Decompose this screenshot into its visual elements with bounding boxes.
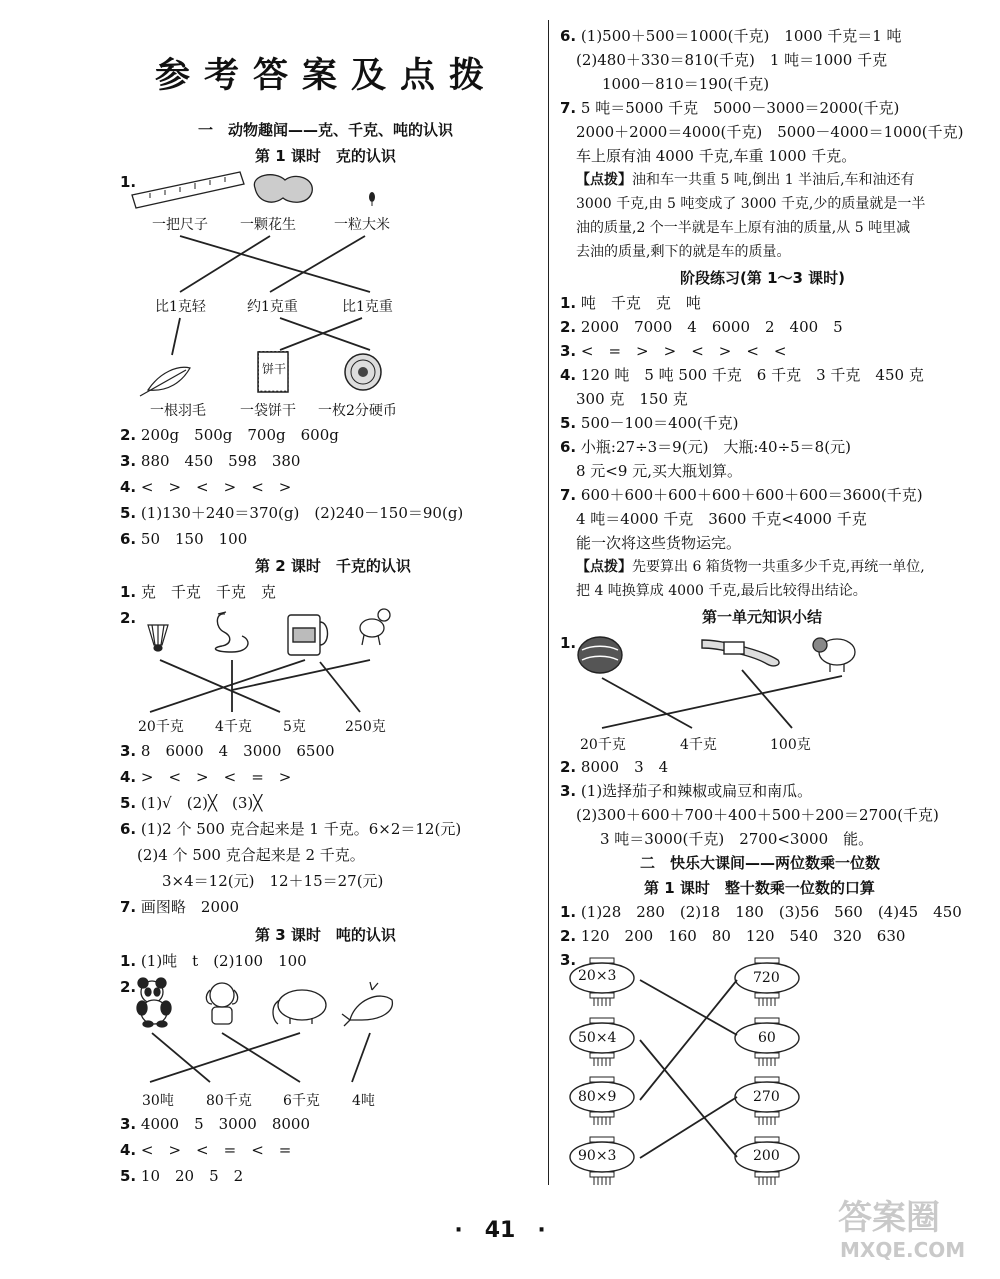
tip1-line2: 3000 千克,由 5 吨变成了 3000 千克,少的质量就是一半 xyxy=(576,196,926,212)
r-answer-6: 6. (1)500＋500＝1000(千克) 1000 千克＝1 吨 xyxy=(560,27,902,45)
u2-q3-number: 3. xyxy=(560,951,577,969)
r-answer-6-part2: (2)480＋330＝810(千克) 1 吨＝1000 千克 xyxy=(576,51,888,69)
l1-answer-4: 4. < > < > < > xyxy=(120,478,292,496)
lesson3-title: 第 3 课时 吨的认识 xyxy=(255,926,396,944)
l1-q1-top-1: 一把尺子 xyxy=(152,217,208,233)
l1-answer-6: 6. 50 150 100 xyxy=(120,530,248,548)
r-answer-7-line2: 2000＋2000＝4000(千克) 5000－4000＝1000(千克) xyxy=(576,123,964,141)
elephant-icon xyxy=(273,990,326,1024)
r-answer-7-line3: 车上原有油 4000 千克,车重 1000 千克。 xyxy=(576,147,857,165)
l2-answer-5: 5. (1)√ (2)╳ (3)╳ xyxy=(120,794,263,812)
r-answer-7: 7. 5 吨＝5000 千克 5000－3000＝2000(千克) xyxy=(560,99,900,117)
l1-q1-bottom-3: 一枚2分硬币 xyxy=(318,403,397,419)
l2-q2-label-3: 5克 xyxy=(283,719,306,735)
l3-answer-1: 1. (1)吨 t (2)100 100 xyxy=(120,952,307,970)
watermark-logo: 答案圈 xyxy=(838,1198,940,1238)
l3-answer-5: 5. 10 20 5 2 xyxy=(120,1167,244,1185)
l3-answer-4: 4. < > < = < = xyxy=(120,1141,292,1159)
column-divider xyxy=(548,20,549,1185)
unit1-title: 一 动物趣闻——克、千克、吨的认识 xyxy=(198,121,454,139)
sum-q1-label-2: 4千克 xyxy=(680,737,717,753)
l3-q2-label-1: 30吨 xyxy=(142,1093,174,1109)
stage-answer-5: 5. 500－100＝400(千克) xyxy=(560,414,739,432)
lantern-right-4: 200 xyxy=(753,1148,780,1164)
l3-q2-label-2: 80千克 xyxy=(206,1093,252,1109)
stage-answer-7: 7. 600＋600＋600＋600＋600＋600＝3600(千克) xyxy=(560,486,923,504)
l2-answer-7: 7. 画图略 2000 xyxy=(120,898,240,916)
stage-practice-title: 阶段练习(第 1～3 课时) xyxy=(680,269,846,287)
lantern-right-3: 270 xyxy=(753,1089,780,1105)
u2-lesson1-title: 第 1 课时 整十数乘一位数的口算 xyxy=(644,879,875,897)
l2-answer-4: 4. > < > < = > xyxy=(120,768,292,786)
summary-title: 第一单元知识小结 xyxy=(702,608,823,626)
l2-answer-6-calc: 3×4＝12(元) 12＋15＝27(元) xyxy=(162,872,384,890)
l2-answer-6: 6. (1)2 个 500 克合起来是 1 千克。6×2＝12(元) xyxy=(120,820,462,838)
l1-q1-mid-1: 比1克轻 xyxy=(155,299,206,315)
l2-answer-3: 3. 8 6000 4 3000 6500 xyxy=(120,742,335,760)
lantern-matching-figure xyxy=(552,0,1000,1200)
lantern-right-2: 60 xyxy=(758,1030,776,1046)
l3-answer-3: 3. 4000 5 3000 8000 xyxy=(120,1115,310,1133)
l1-answer-5: 5. (1)130＋240＝370(g) (2)240－150＝90(g) xyxy=(120,504,464,522)
stage-answer-7-line3: 能一次将这些货物运完。 xyxy=(576,534,742,552)
l3-q2-label-4: 4吨 xyxy=(352,1093,375,1109)
sum-answer-3-line3: 3 吨＝3000(千克) 2700<3000 能。 xyxy=(600,830,874,848)
l1-q1-mid-2: 约1克重 xyxy=(247,299,298,315)
dog-icon xyxy=(206,983,237,1024)
matching-lines xyxy=(640,980,737,1158)
l2-q2-number: 2. xyxy=(120,609,137,627)
sum-q1-label-1: 20千克 xyxy=(580,737,626,753)
lesson2-title: 第 2 课时 千克的认识 xyxy=(255,557,411,575)
l1-q1-bottom-2: 一袋饼干 xyxy=(240,403,296,419)
tip1-line1: 【点拨】油和车一共重 5 吨,倒出 1 半油后,车和油还有 xyxy=(576,172,915,188)
lesson1-title: 第 1 课时 克的认识 xyxy=(255,147,396,165)
stage-answer-6-line2: 8 元<9 元,买大瓶划算。 xyxy=(576,462,742,480)
lantern-left-2: 50×4 xyxy=(578,1030,617,1046)
lantern-left-4: 90×3 xyxy=(578,1148,617,1164)
l1-q1-number: 1. xyxy=(120,173,137,191)
sum-answer-3-line2: (2)300＋600＋700＋400＋500＋200＝2700(千克) xyxy=(576,806,939,824)
stage-answer-1: 1. 吨 千克 克 吨 xyxy=(560,294,701,312)
l1-q1-top-3: 一粒大米 xyxy=(334,217,390,233)
panda-icon xyxy=(137,978,171,1027)
l2-q2-label-4: 250克 xyxy=(345,719,386,735)
l1-q1-mid-3: 比1克重 xyxy=(342,299,393,315)
tip2-line2: 把 4 吨换算成 4000 千克,最后比较得出结论。 xyxy=(576,583,867,599)
page-number: · 41 · xyxy=(454,1218,546,1243)
stage-answer-6: 6. 小瓶:27÷3＝9(元) 大瓶:40÷5＝8(元) xyxy=(560,438,851,456)
lantern-right-1: 720 xyxy=(753,970,780,986)
stage-answer-7-line2: 4 吨＝4000 千克 3600 千克<4000 千克 xyxy=(576,510,867,528)
sum-answer-3: 3. (1)选择茄子和辣椒或扁豆和南瓜。 xyxy=(560,782,813,800)
page-title: 参考答案及点拨 xyxy=(155,55,499,96)
r-answer-6-calc: 1000－810＝190(千克) xyxy=(602,75,770,93)
u2-answer-1: 1. (1)28 280 (2)18 180 (3)56 560 (4)45 450 xyxy=(560,903,962,921)
stage-answer-2: 2. 2000 7000 4 6000 2 400 5 xyxy=(560,318,843,336)
l2-answer-6-part2: (2)4 个 500 克合起来是 2 千克。 xyxy=(137,846,365,864)
lantern-left-3: 80×9 xyxy=(578,1089,617,1105)
sum-q1-number: 1. xyxy=(560,634,577,652)
l3-q2-matching-figure xyxy=(0,0,545,1110)
sum-answer-2: 2. 8000 3 4 xyxy=(560,758,669,776)
l1-answer-3: 3. 880 450 598 380 xyxy=(120,452,301,470)
stage-answer-4: 4. 120 吨 5 吨 500 千克 6 千克 3 千克 450 克 xyxy=(560,366,924,384)
l1-q1-bottom-1: 一根羽毛 xyxy=(150,403,206,419)
sum-q1-label-3: 100克 xyxy=(770,737,811,753)
lantern-left-1: 20×3 xyxy=(578,968,617,984)
l1-answer-2: 2. 200g 500g 700g 600g xyxy=(120,426,339,444)
l3-q2-number: 2. xyxy=(120,978,137,996)
l2-q2-label-2: 4千克 xyxy=(215,719,252,735)
tip1-line4: 去油的质量,剩下的就是车的质量。 xyxy=(576,244,791,260)
l2-answer-1: 1. 克 千克 千克 克 xyxy=(120,583,276,601)
l2-q2-label-1: 20千克 xyxy=(138,719,184,735)
tip2-line1: 【点拨】先要算出 6 箱货物一共重多少千克,再统一单位, xyxy=(576,559,925,575)
l3-q2-label-3: 6千克 xyxy=(283,1093,320,1109)
l1-q1-top-2: 一颗花生 xyxy=(240,217,296,233)
stage-answer-3: 3. < = > > < > < < xyxy=(560,342,787,360)
unit2-title: 二 快乐大课间——两位数乘一位数 xyxy=(640,854,881,872)
u2-answer-2: 2. 120 200 160 80 120 540 320 630 xyxy=(560,927,906,945)
cookie-bag-text: 饼干 xyxy=(262,362,287,376)
watermark-url: MXQE.COM xyxy=(840,1238,966,1262)
stage-answer-4-line2: 300 克 150 克 xyxy=(576,390,688,408)
tip1-line3: 油的质量,2 个一半就是车上原有油的质量,从 5 吨里减 xyxy=(576,220,911,236)
matching-lines xyxy=(150,1033,370,1082)
whale-icon xyxy=(342,982,392,1026)
